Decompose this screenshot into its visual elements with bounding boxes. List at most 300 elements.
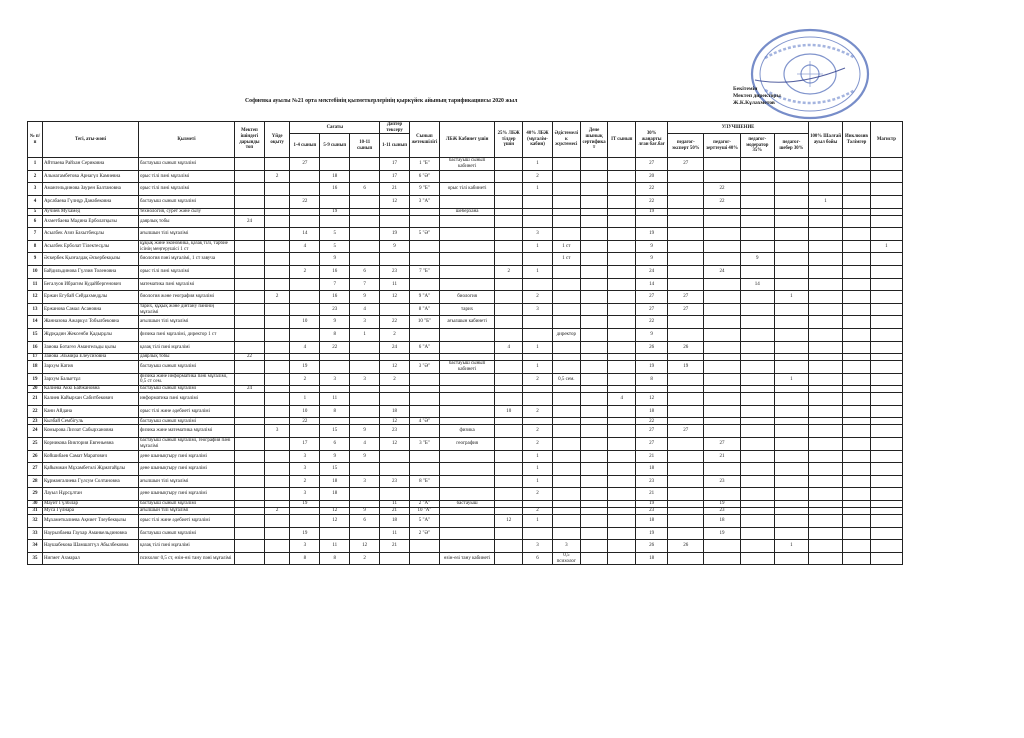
- class-lead: 3 "А": [409, 195, 439, 208]
- bonus-25: [495, 386, 523, 393]
- method-load: [552, 361, 580, 374]
- hours-5-9: 16: [320, 183, 350, 196]
- ped-researcher: [704, 425, 740, 438]
- home-hours: [264, 240, 290, 253]
- ped-researcher: 27: [704, 438, 740, 451]
- table-row: [28, 316, 903, 329]
- row-number: 20: [28, 386, 43, 393]
- ped-moderator: [740, 158, 774, 171]
- gifted-hours: [235, 508, 265, 515]
- rural-100: [808, 508, 842, 515]
- notebook-check: [380, 208, 410, 215]
- ped-master: [774, 158, 808, 171]
- cabinet: [439, 265, 494, 278]
- notebook-check: [380, 386, 410, 393]
- home-hours: [264, 158, 290, 171]
- method-load: [552, 508, 580, 515]
- hours-10-11: [350, 228, 380, 241]
- bonus-25: [495, 253, 523, 266]
- bonus-40: [523, 195, 553, 208]
- bonus-40: 1: [523, 450, 553, 463]
- cabinet: [439, 195, 494, 208]
- gifted-hours: [235, 240, 265, 253]
- row-number: 5: [28, 208, 43, 215]
- ped-master: [774, 265, 808, 278]
- certificate: [580, 508, 608, 515]
- gifted-hours: [235, 253, 265, 266]
- employee-position: бастауыш сынып мұғалімі, география пәні мұғалімі: [138, 438, 234, 451]
- bonus-40: [523, 527, 553, 540]
- employee-name: Құрмангалиева Гүлсум Солтановна: [42, 475, 138, 488]
- certificate: [580, 303, 608, 316]
- bonus-25: [495, 425, 523, 438]
- hours-1-4: [290, 508, 320, 515]
- inclusive: [843, 501, 871, 508]
- master: [870, 438, 902, 451]
- hours-5-9: [320, 354, 350, 361]
- hours-1-4: 2: [290, 265, 320, 278]
- ped-moderator: [740, 508, 774, 515]
- class-lead: 10 "А": [409, 508, 439, 515]
- certificate: [580, 488, 608, 501]
- ped-expert: 26: [668, 540, 704, 553]
- ped-researcher: [704, 291, 740, 304]
- cabinet: бастауыш сынып кабинеті: [439, 361, 494, 374]
- hours-5-9: 23: [320, 303, 350, 316]
- it-class: [608, 418, 636, 425]
- bonus-30: 9: [636, 240, 668, 253]
- home-hours: [264, 183, 290, 196]
- rural-100: [808, 328, 842, 341]
- notebook-check: [380, 552, 410, 565]
- ped-expert: [668, 386, 704, 393]
- col-header-hours: Сағаты: [290, 122, 380, 134]
- hours-5-9: [320, 158, 350, 171]
- col-header-class-lead: Сынып жетекшілігі: [409, 122, 439, 158]
- hours-5-9: 9: [320, 253, 350, 266]
- employee-position: бастауыш сынып мұғалімі: [138, 386, 234, 393]
- home-hours: 2: [264, 291, 290, 304]
- inclusive: [843, 195, 871, 208]
- ped-researcher: 24: [704, 265, 740, 278]
- bonus-30: 24: [636, 265, 668, 278]
- employee-name: Қайымжан Мұхамбетәлі Жұматайұлы: [42, 463, 138, 476]
- hours-1-4: 17: [290, 438, 320, 451]
- row-number: 26: [28, 450, 43, 463]
- ped-expert: [668, 501, 704, 508]
- certificate: [580, 291, 608, 304]
- ped-expert: [668, 208, 704, 215]
- certificate: [580, 463, 608, 476]
- rural-100: [808, 354, 842, 361]
- cabinet: ағылшын кабинеті: [439, 316, 494, 329]
- ped-expert: [668, 393, 704, 406]
- hours-5-9: 8: [320, 328, 350, 341]
- bonus-25: [495, 303, 523, 316]
- gifted-hours: [235, 183, 265, 196]
- bonus-40: 1: [523, 475, 553, 488]
- class-lead: 8 "Б": [409, 475, 439, 488]
- table-row: [28, 253, 903, 266]
- table-row: [28, 463, 903, 476]
- bonus-25: [495, 508, 523, 515]
- ped-expert: [668, 418, 704, 425]
- hours-1-4: [290, 215, 320, 228]
- employee-name: Комырова Лиззат Сабырхановна: [42, 425, 138, 438]
- hours-1-4: 3: [290, 463, 320, 476]
- hours-1-4: 3: [290, 540, 320, 553]
- gifted-hours: [235, 450, 265, 463]
- employee-position: қазақ тілі пәні мұғалімі: [138, 341, 234, 354]
- hours-10-11: [350, 393, 380, 406]
- master: [870, 475, 902, 488]
- hours-5-9: 18: [320, 170, 350, 183]
- ped-moderator: [740, 291, 774, 304]
- ped-moderator: [740, 475, 774, 488]
- notebook-check: 2: [380, 373, 410, 386]
- ped-moderator: [740, 240, 774, 253]
- home-hours: [264, 405, 290, 418]
- bonus-25: [495, 438, 523, 451]
- col-header-ped-researcher: педагог-зерттеуші 40%: [704, 134, 740, 158]
- bonus-25: [495, 488, 523, 501]
- home-hours: [264, 463, 290, 476]
- ped-moderator: [740, 386, 774, 393]
- bonus-30: 22: [636, 316, 668, 329]
- certificate: [580, 393, 608, 406]
- employee-position: дене шынықтыру пәні мұғалімі: [138, 450, 234, 463]
- hours-1-4: 2: [290, 373, 320, 386]
- master: [870, 265, 902, 278]
- col-header-notebooks: Дәптер тексеру: [380, 122, 410, 134]
- home-hours: [264, 303, 290, 316]
- inclusive: [843, 450, 871, 463]
- bonus-30: 23: [636, 508, 668, 515]
- it-class: [608, 341, 636, 354]
- master: [870, 405, 902, 418]
- ped-moderator: [740, 527, 774, 540]
- employee-name: Әскербек Қызғалдақ Әскербекқызы: [42, 253, 138, 266]
- employee-name: Наурызбаева Гаухар Аманкельдиновна: [42, 527, 138, 540]
- ped-moderator: [740, 316, 774, 329]
- notebook-check: [380, 215, 410, 228]
- ped-researcher: 23: [704, 475, 740, 488]
- hours-10-11: [350, 341, 380, 354]
- bonus-30: 12: [636, 393, 668, 406]
- row-number: 25: [28, 438, 43, 451]
- class-lead: 10 "Б": [409, 316, 439, 329]
- hours-5-9: [320, 195, 350, 208]
- home-hours: [264, 552, 290, 565]
- method-load: [552, 195, 580, 208]
- master: [870, 425, 902, 438]
- master: [870, 488, 902, 501]
- notebook-check: 11: [380, 278, 410, 291]
- ped-master: [774, 527, 808, 540]
- notebook-check: [380, 488, 410, 501]
- it-class: [608, 425, 636, 438]
- employee-position: биология және география мұғалімі: [138, 291, 234, 304]
- col-header-master: Магистр: [870, 122, 902, 158]
- bonus-40: 2: [523, 508, 553, 515]
- bonus-25: [495, 316, 523, 329]
- row-number: 16: [28, 341, 43, 354]
- rural-100: [808, 303, 842, 316]
- it-class: [608, 354, 636, 361]
- hours-1-4: 2: [290, 475, 320, 488]
- bonus-25: [495, 291, 523, 304]
- master: [870, 303, 902, 316]
- master: [870, 208, 902, 215]
- hours-10-11: [350, 195, 380, 208]
- gifted-hours: [235, 405, 265, 418]
- ped-moderator: [740, 405, 774, 418]
- row-number: 14: [28, 316, 43, 329]
- employee-name: Ержанова Самал Асановна: [42, 303, 138, 316]
- ped-master: [774, 450, 808, 463]
- bonus-25: [495, 228, 523, 241]
- col-header-p40: 40% ЛБЖ (мұғалім-кабин): [523, 122, 553, 158]
- hours-10-11: 3: [350, 475, 380, 488]
- master: [870, 253, 902, 266]
- employee-position: психолог 0,5 ст, өзін-өзі тану пәні мұғалімі: [138, 552, 234, 565]
- notebook-check: 12: [380, 438, 410, 451]
- master: [870, 170, 902, 183]
- method-load: [552, 316, 580, 329]
- table-row: [28, 158, 903, 171]
- bonus-30: 19: [636, 228, 668, 241]
- table-row: [28, 405, 903, 418]
- hours-10-11: [350, 418, 380, 425]
- class-lead: 2 "А": [409, 501, 439, 508]
- employee-position: бастауыш сынып мұғалімі: [138, 501, 234, 508]
- rural-100: [808, 540, 842, 553]
- row-number: 11: [28, 278, 43, 291]
- cabinet: физика: [439, 425, 494, 438]
- table-row: [28, 527, 903, 540]
- employee-name: Арсабаева Гүлнұр Данабековна: [42, 195, 138, 208]
- class-lead: [409, 488, 439, 501]
- table-row: [28, 215, 903, 228]
- table-row: [28, 228, 903, 241]
- it-class: [608, 278, 636, 291]
- ped-master: [774, 328, 808, 341]
- ped-master: [774, 240, 808, 253]
- method-load: директор: [552, 328, 580, 341]
- notebook-check: 21: [380, 540, 410, 553]
- ped-expert: [668, 316, 704, 329]
- employee-name: Бегалуов Ибрагим Кудайбергенович: [42, 278, 138, 291]
- hours-1-4: [290, 278, 320, 291]
- ped-researcher: [704, 316, 740, 329]
- row-number: 19: [28, 373, 43, 386]
- ped-master: [774, 170, 808, 183]
- rural-100: [808, 158, 842, 171]
- rural-100: [808, 208, 842, 215]
- employee-position: тарих, құқық және дінтану пәнінің мұғалімі: [138, 303, 234, 316]
- row-number: 8: [28, 240, 43, 253]
- inclusive: [843, 278, 871, 291]
- gifted-hours: [235, 341, 265, 354]
- hours-10-11: [350, 361, 380, 374]
- bonus-40: [523, 354, 553, 361]
- certificate: [580, 418, 608, 425]
- certificate: [580, 501, 608, 508]
- gifted-hours: [235, 463, 265, 476]
- row-number: 18: [28, 361, 43, 374]
- ped-researcher: 23: [704, 508, 740, 515]
- master: [870, 278, 902, 291]
- bonus-25: [495, 328, 523, 341]
- master: [870, 316, 902, 329]
- master: [870, 515, 902, 528]
- ped-moderator: [740, 228, 774, 241]
- method-load: [552, 291, 580, 304]
- hours-5-9: 8: [320, 405, 350, 418]
- inclusive: [843, 373, 871, 386]
- table-row: [28, 501, 903, 508]
- it-class: [608, 386, 636, 393]
- rural-100: [808, 341, 842, 354]
- ped-expert: 26: [668, 341, 704, 354]
- ped-master: [774, 418, 808, 425]
- class-lead: [409, 354, 439, 361]
- hours-10-11: [350, 501, 380, 508]
- hours-5-9: 8: [320, 552, 350, 565]
- it-class: [608, 208, 636, 215]
- inclusive: [843, 316, 871, 329]
- bonus-25: [495, 183, 523, 196]
- bonus-30: 8: [636, 373, 668, 386]
- it-class: [608, 228, 636, 241]
- it-class: [608, 508, 636, 515]
- notebook-check: 2: [380, 328, 410, 341]
- employee-name: Асылбек Ерболат Тілектесұлы: [42, 240, 138, 253]
- notebook-check: [380, 393, 410, 406]
- class-lead: 2 "Ә": [409, 527, 439, 540]
- employee-position: бастауыш сынып мұғалімі: [138, 418, 234, 425]
- hours-5-9: [320, 418, 350, 425]
- hours-1-4: [290, 291, 320, 304]
- it-class: [608, 183, 636, 196]
- ped-master: [774, 215, 808, 228]
- employee-name: Байдильдинова Гүлзия Толеновна: [42, 265, 138, 278]
- gifted-hours: [235, 438, 265, 451]
- col-header-cabinet: ЛБЖ Кабинет үшін: [439, 122, 494, 158]
- employee-position: қазақ тілі пәні мұғалімі: [138, 540, 234, 553]
- bonus-40: 2: [523, 425, 553, 438]
- cabinet: [439, 450, 494, 463]
- ped-master: [774, 183, 808, 196]
- class-lead: [409, 463, 439, 476]
- bonus-40: [523, 501, 553, 508]
- cabinet: [439, 515, 494, 528]
- rural-100: [808, 316, 842, 329]
- bonus-30: 21: [636, 488, 668, 501]
- it-class: [608, 328, 636, 341]
- gifted-hours: [235, 195, 265, 208]
- row-number: 2: [28, 170, 43, 183]
- ped-moderator: 14: [740, 278, 774, 291]
- ped-moderator: 9: [740, 253, 774, 266]
- class-lead: [409, 328, 439, 341]
- hours-10-11: 4: [350, 438, 380, 451]
- class-lead: [409, 405, 439, 418]
- bonus-40: 1: [523, 463, 553, 476]
- certificate: [580, 450, 608, 463]
- notebook-check: 19: [380, 228, 410, 241]
- home-hours: [264, 418, 290, 425]
- ped-moderator: [740, 215, 774, 228]
- col-header-name: Тегі, аты-жөні: [42, 122, 138, 158]
- cabinet: орыс тілі кабинеті: [439, 183, 494, 196]
- rural-100: [808, 215, 842, 228]
- col-header-position: Қызметі: [138, 122, 234, 158]
- ped-expert: 27: [668, 291, 704, 304]
- certificate: [580, 240, 608, 253]
- bonus-30: [636, 354, 668, 361]
- inclusive: [843, 393, 871, 406]
- ped-master: 1: [774, 373, 808, 386]
- gifted-hours: [235, 488, 265, 501]
- it-class: [608, 215, 636, 228]
- inclusive: [843, 291, 871, 304]
- table-row: [28, 475, 903, 488]
- certificate: [580, 170, 608, 183]
- gifted-hours: [235, 158, 265, 171]
- employee-position: орыс тілі және әдебиеті мұғалімі: [138, 405, 234, 418]
- master: [870, 393, 902, 406]
- document-title: Софиевка ауылы №21 орта мектебінің қызметкерлерінің қыркүйек айының тарификациясы 2020 жыл: [245, 98, 518, 104]
- hours-1-4: [290, 386, 320, 393]
- it-class: [608, 265, 636, 278]
- gifted-hours: [235, 361, 265, 374]
- notebook-check: 23: [380, 475, 410, 488]
- ped-expert: [668, 215, 704, 228]
- col-header-notebooks-sub: 1-11 сынып: [380, 134, 410, 158]
- gifted-hours: [235, 540, 265, 553]
- col-header-p30: 30% жаңарты лған бағ.бағ: [636, 122, 668, 158]
- hours-1-4: [290, 425, 320, 438]
- method-load: [552, 341, 580, 354]
- gifted-hours: 22: [235, 354, 265, 361]
- hours-1-4: 22: [290, 418, 320, 425]
- gifted-hours: [235, 316, 265, 329]
- ped-researcher: [704, 228, 740, 241]
- ped-expert: [668, 515, 704, 528]
- table-row: [28, 425, 903, 438]
- hours-5-9: 6: [320, 438, 350, 451]
- ped-moderator: [740, 540, 774, 553]
- ped-moderator: [740, 354, 774, 361]
- home-hours: [264, 515, 290, 528]
- bonus-40: [523, 328, 553, 341]
- hours-10-11: [350, 488, 380, 501]
- bonus-30: 18: [636, 515, 668, 528]
- table-row: [28, 354, 903, 361]
- bonus-40: [523, 215, 553, 228]
- ped-master: [774, 488, 808, 501]
- certificate: [580, 475, 608, 488]
- cabinet: [439, 418, 494, 425]
- home-hours: [264, 361, 290, 374]
- hours-1-4: [290, 303, 320, 316]
- ped-master: [774, 463, 808, 476]
- employee-position: информатика пәні мұғалімі: [138, 393, 234, 406]
- method-load: [552, 215, 580, 228]
- method-load: [552, 170, 580, 183]
- class-lead: 9 "А": [409, 291, 439, 304]
